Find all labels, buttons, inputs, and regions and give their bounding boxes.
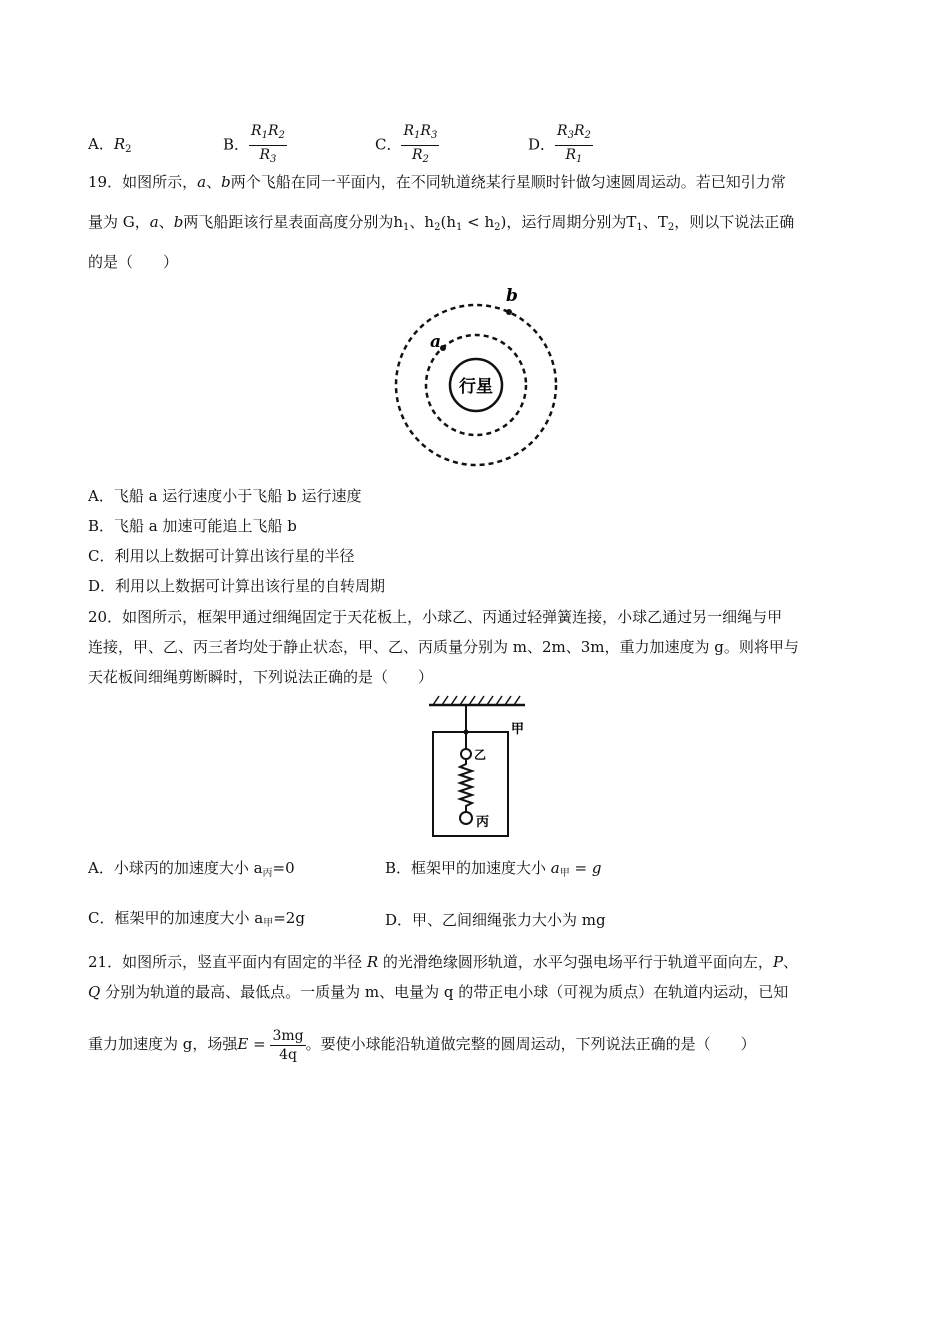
q18-option-b: B． $\frac{R_1R_2}{R_3}$: [223, 122, 287, 169]
q19-line2: 量为 G，a、b两飞船距该行星表面高度分别为$h_1$、$h_2(h_1 < h_2)$，运行周期分别为$T_1$、$T_2$，则以下说法正确: [88, 213, 795, 233]
q20-line1: 20．如图所示，框架甲通过细绳固定于天花板上，小球乙、丙通过轻弹簧连接，小球乙通过另一细绳与甲: [88, 608, 783, 626]
planet-label: 行星: [459, 377, 493, 397]
q18-option-d: D． $\frac{R_3R_2}{R_1}$: [528, 122, 593, 169]
q20-option-d: D．甲、乙间细绳张力大小为 mg: [385, 911, 606, 929]
ship-b-dot: [506, 309, 512, 315]
q18-c-fraction: $\frac{R_1R_3}{R_2}$: [403, 123, 438, 165]
q18-option-c: C． $\frac{R_1R_3}{R_2}$: [375, 122, 439, 169]
q19-line1: 19．如图所示，a、b两个飞船在同一平面内，在不同轨道绕某行星顺时针做匀速圆周运动。若已知引力常: [88, 173, 786, 191]
q19-option-d: D．利用以上数据可计算出该行星的自转周期: [88, 577, 386, 595]
q21-line3: 重力加速度为 g，场强E = $\frac{3mg}{4q}$ 。要使小球能沿轨道做完整的圆周运动，下列说法正确的是（ ）: [88, 1027, 756, 1063]
q19-option-c: C．利用以上数据可计算出该行星的半径: [88, 547, 355, 565]
q20-option-c: C．框架甲的加速度大小 $a_甲=2g$: [88, 909, 305, 929]
ball-bing: [460, 812, 472, 824]
q19-line3: 的是（ ）: [88, 253, 179, 271]
ball-yi: [461, 749, 471, 759]
label-yi: 乙: [474, 748, 487, 762]
q20-line3: 天花板间细绳剪断瞬时，下列说法正确的是（ ）: [88, 668, 434, 686]
q18-b-fraction: $\frac{R_1R_2}{R_3}$: [251, 123, 285, 165]
ship-b-label: b: [506, 286, 518, 306]
q21-line1: 21．如图所示，竖直平面内有固定的半径 R 的光滑绝缘圆形轨道，水平匀强电场平行于轨道平面向左，P、: [88, 953, 799, 971]
q20-line2: 连接，甲、乙、丙三者均处于静止状态，甲、乙、丙质量分别为 m、2m、3m，重力加速度为 g。则将甲与: [88, 638, 799, 656]
field-strength-fraction: $\frac{3mg}{4q}$: [272, 1027, 304, 1063]
ceiling: [429, 696, 525, 705]
spring: [460, 759, 472, 812]
label-bing: 丙: [476, 815, 490, 830]
q20-option-a: A．小球丙的加速度大小 $a_丙=0$: [88, 859, 295, 879]
q19-option-b: B．飞船 a 加速可能追上飞船 b: [88, 517, 297, 535]
spring-frame-diagram: [425, 692, 530, 842]
q18-d-fraction: $\frac{R_3R_2}{R_1}$: [557, 123, 591, 165]
q19-option-a: A．飞船 a 运行速度小于飞船 b 运行速度: [88, 487, 362, 505]
q18-option-a: A．$R_2$: [88, 135, 132, 155]
ship-a-label: a: [430, 332, 442, 352]
q20-option-b: B．框架甲的加速度大小 $a_甲 = g$: [385, 859, 602, 879]
q21-line2: Q 分别为轨道的最高、最低点。一质量为 m、电量为 q 的带正电小球（可视为质点）在轨道内运动，已知: [88, 983, 789, 1001]
orbit-diagram: [390, 283, 570, 473]
label-jia: 甲: [511, 722, 525, 737]
